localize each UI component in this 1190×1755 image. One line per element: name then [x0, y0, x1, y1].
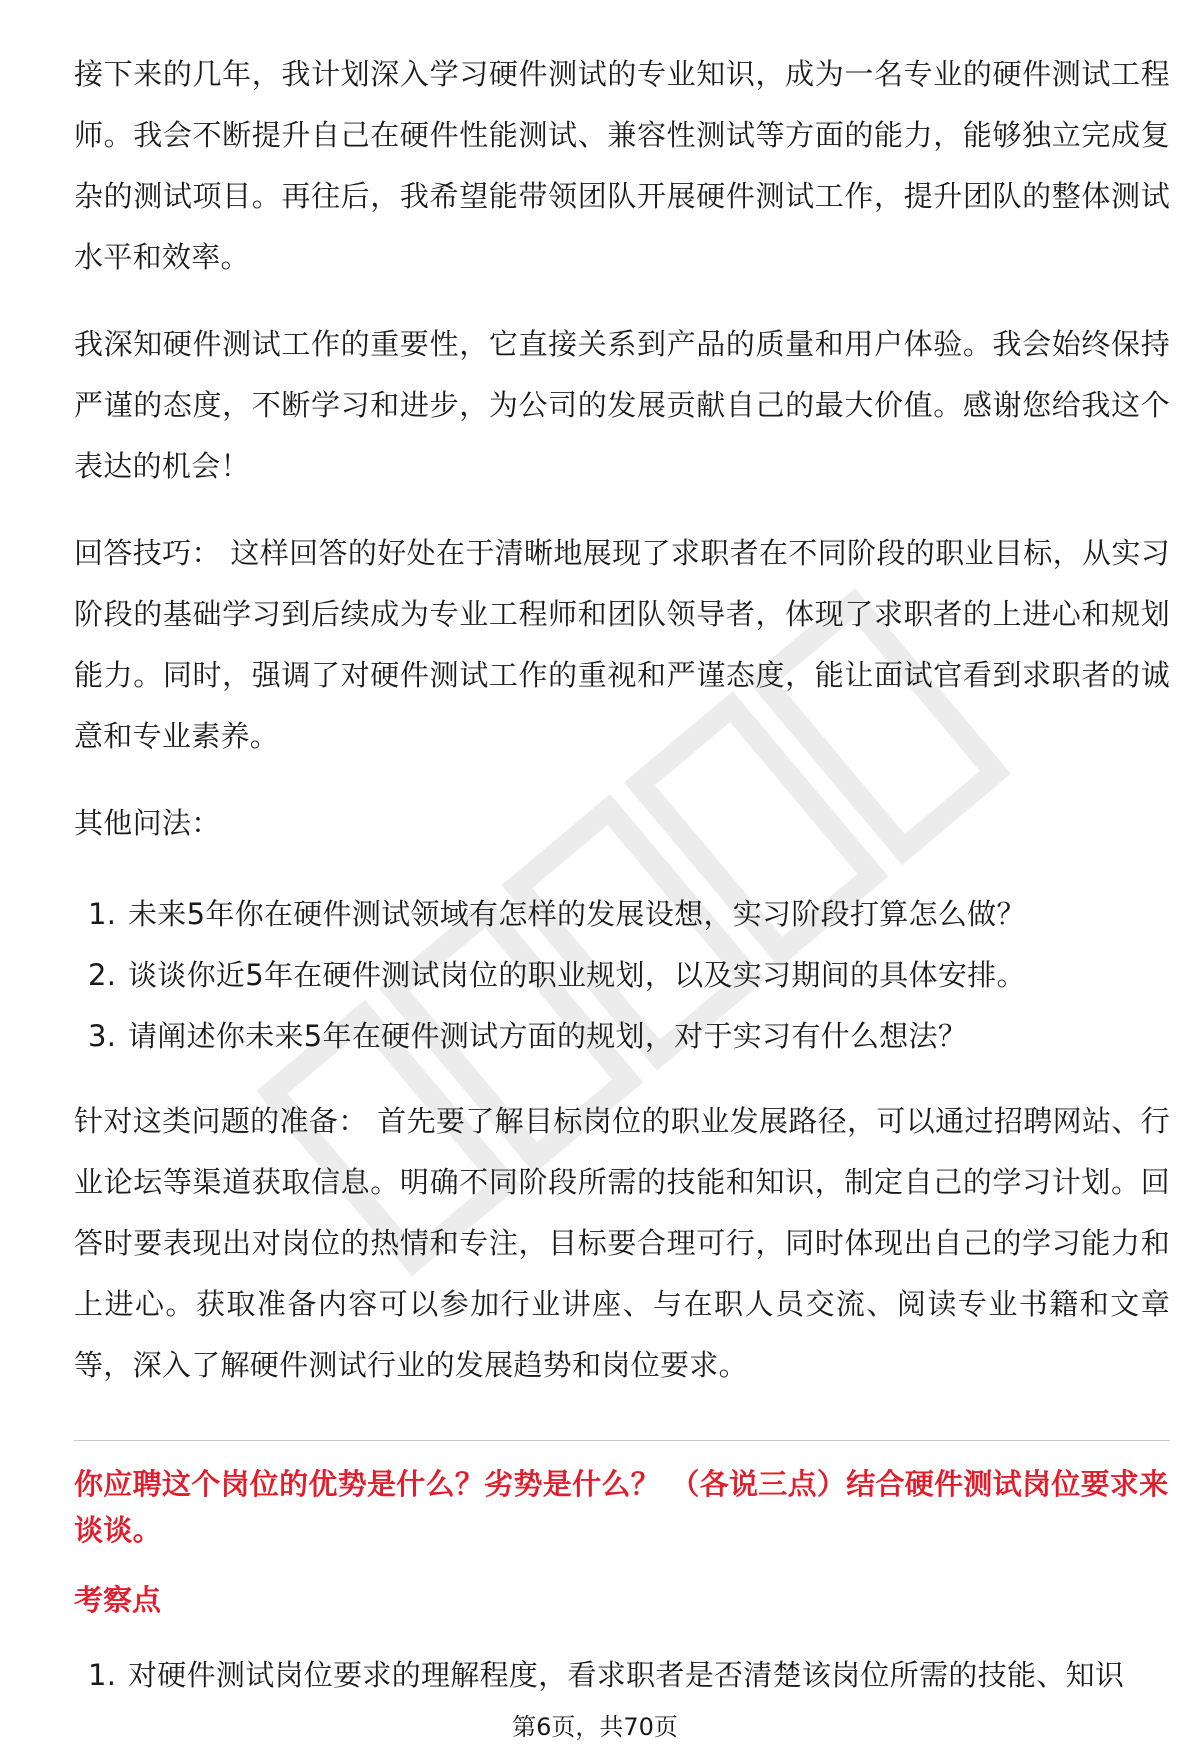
- preparation-paragraph: 针对这类问题的准备： 首先要了解目标岗位的职业发展路径，可以通过招聘网站、行业论坛等渠道获取信息。明确不同阶段所需的技能和知识，制定自己的学习计划。回答时要表现出对岗位的热情和专注，目标要合理可行，同时体现出自己的学习能力和上进心。获取准备内容可以参加行业讲座、与在职人员交流、阅读专业书籍和文章等，深入了解硬件测试行业的发展趋势和岗位要求。: [74, 1104, 1170, 1382]
- list-item-text: 未来5年你在硬件测试领域有怎样的发展设想，实习阶段打算怎么做？: [128, 897, 1026, 931]
- other-questions-label: 其他问法：: [74, 806, 221, 840]
- main-content: [74, 44, 1170, 1730]
- answer-tips-paragraph: 回答技巧： 这样回答的好处在于清晰地展现了求职者在不同阶段的职业目标，从实习阶段的基础学习到后续成为专业工程师和团队领导者，体现了求职者的上进心和规划能力。同时，强调了对硬件测试工作的重视和严谨态度，能让面试官看到求职者的诚意和专业素养。: [74, 536, 1170, 753]
- answer-paragraph-closing: 我深知硬件测试工作的重要性，它直接关系到产品的质量和用户体验。我会始终保持严谨的态度，不断学习和进步，为公司的发展贡献自己的最大价值。感谢您给我这个表达的机会！: [74, 327, 1170, 483]
- list-item-text: 对硬件测试岗位要求的理解程度，看求职者是否清楚该岗位所需的技能、知识: [128, 1658, 1125, 1692]
- list-item-number: 3.: [88, 1019, 117, 1053]
- list-item: [88, 1645, 1170, 1706]
- list-item: [88, 884, 1170, 945]
- page-number-footer: 第6页，共70页: [512, 1713, 678, 1741]
- list-item: [88, 945, 1170, 1006]
- question-heading: 你应聘这个岗位的优势是什么？劣势是什么？ （各说三点）结合硬件测试岗位要求来谈谈。: [74, 1467, 1169, 1547]
- assessment-points-list: [74, 1645, 1170, 1706]
- list-item-number: 1.: [88, 897, 117, 931]
- list-item: [88, 1006, 1170, 1067]
- list-item-text: 谈谈你近5年在硬件测试岗位的职业规划，以及实习期间的具体安排。: [128, 958, 1026, 992]
- answer-paragraph-career-plan: 接下来的几年，我计划深入学习硬件测试的专业知识，成为一名专业的硬件测试工程师。我会不断提升自己在硬件性能测试、兼容性测试等方面的能力，能够独立完成复杂的测试项目。再往后，我希望能带领团队开展硬件测试工作，提升团队的整体测试水平和效率。: [74, 57, 1170, 274]
- list-item-text: 请阐述你未来5年在硬件测试方面的规划，对于实习有什么想法？: [128, 1019, 968, 1053]
- other-questions-list: [74, 884, 1170, 1067]
- section-divider: [74, 1440, 1170, 1441]
- list-item-number: 1.: [88, 1658, 117, 1692]
- assessment-points-heading: 考察点: [74, 1583, 162, 1617]
- list-item-number: 2.: [88, 958, 117, 992]
